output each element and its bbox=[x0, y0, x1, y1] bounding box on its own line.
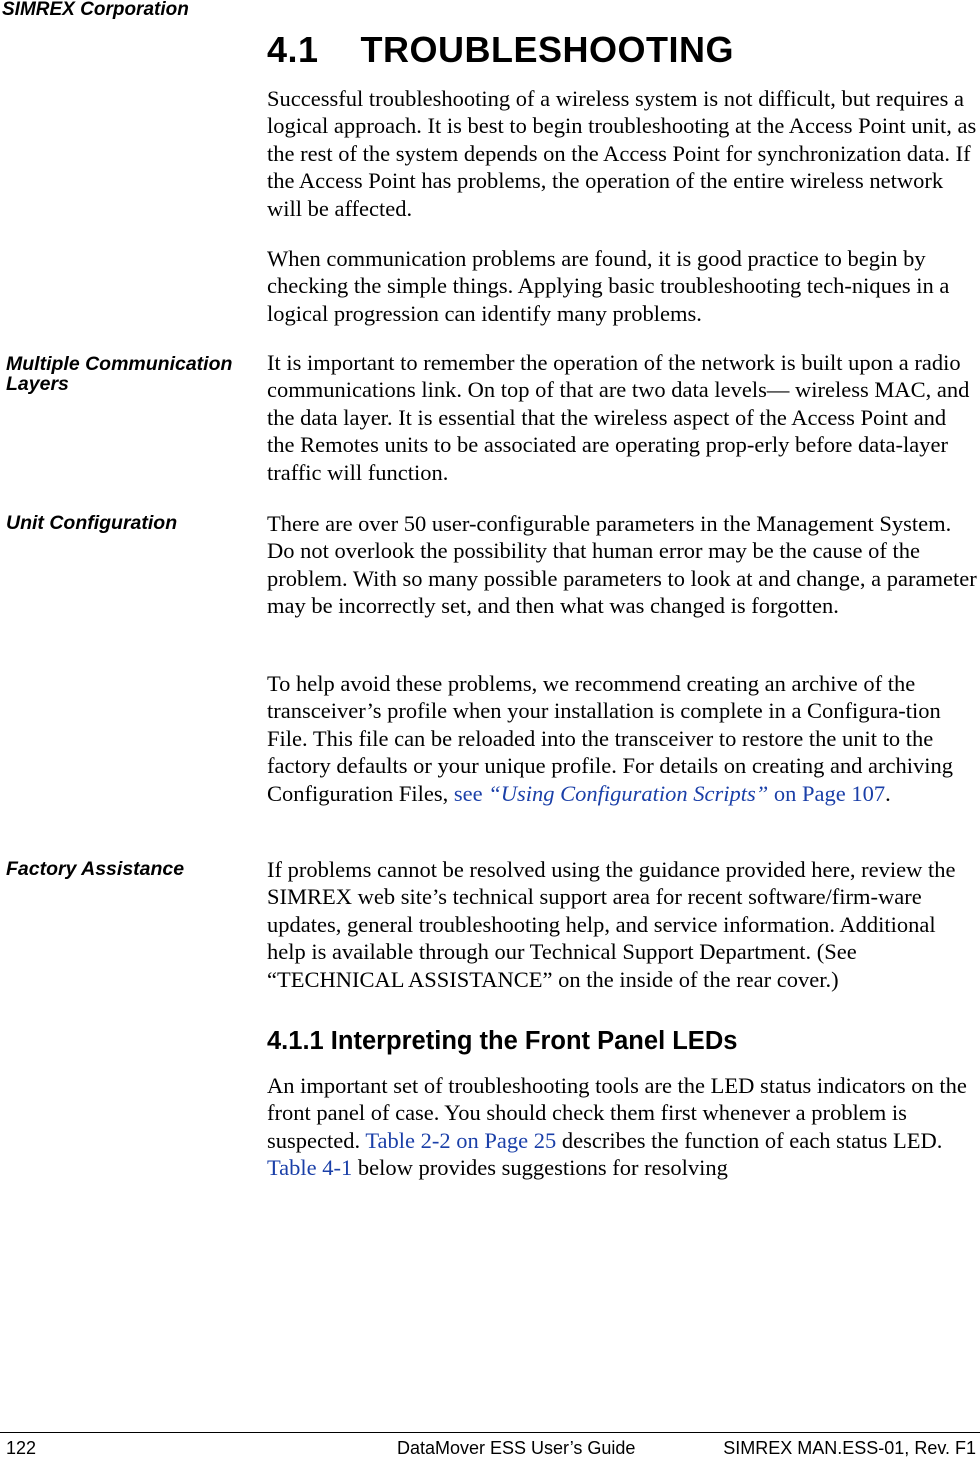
link-title: “Using Configuration Scripts” bbox=[488, 780, 769, 806]
unit-config-text-1: There are over 50 user-configurable parameters in the Management System. Do not overlook the possibility that human error may be the cause of the problem. With so many possible parameters to look at and change, a parameter may be incorrectly set, and then what was changed is forgotten. bbox=[267, 511, 977, 619]
multiple-layers-text: It is important to remember the operation of the network is built upon a radio communications link. On top of that are two data levels— wireless MAC, and the data layer. It is essential that the wireless aspect of the Access Point and the Remotes units to be associated are operating prop-erly before data-layer traffic will function. bbox=[267, 350, 970, 485]
footer-page-number: 122 bbox=[6, 1438, 37, 1458]
footer-doc-id: SIMREX MAN.ESS-01, Rev. F1 bbox=[723, 1438, 976, 1458]
led-text bbox=[267, 1072, 977, 1182]
table-4-1-link[interactable]: Table 4-1 bbox=[267, 1155, 353, 1181]
factory-text: If problems cannot be resolved using the guidance provided here, review the SIMREX web site’s technical support area for recent software/firm-ware updates, general troubleshooting help, and service information. Additional help is available through our Technical Support Department. (See “TECHNICAL ASSISTANCE” on the inside of the rear cover.) bbox=[267, 857, 956, 992]
configuration-scripts-link[interactable] bbox=[454, 781, 885, 806]
footer-divider bbox=[0, 1432, 980, 1433]
subsection-title: 4.1.1 Interpreting the Front Panel LEDs bbox=[267, 1027, 738, 1055]
unit-config-text-2 bbox=[267, 670, 977, 807]
section-title: 4.1 TROUBLESHOOTING bbox=[267, 29, 735, 70]
link-page: on Page 107 bbox=[768, 780, 886, 806]
link-see: see bbox=[453, 780, 489, 806]
led-text-mid: describes the function of each status LED. bbox=[556, 1127, 943, 1153]
led-paragraph bbox=[267, 1072, 977, 1182]
unit-config-text-2-pre: To help avoid these problems, we recommend creating an archive of the transceiver’s profile when your installation is complete in a Configura-tion File. This file can be reloaded into the transceiver to restore the unit to the factory defaults or your unique profile. For details on creating and archiving Configuration Files, bbox=[267, 671, 954, 806]
side-heading-multiple-layers: Multiple Communication Layers bbox=[6, 353, 233, 395]
led-text-pre: An important set of troubleshooting tools are the LED status indicators on the front panel of case. You should check them first whenever a problem is suspected. bbox=[267, 1073, 967, 1153]
table-2-2-link[interactable]: Table 2-2 on Page 25 bbox=[365, 1127, 557, 1153]
multiple-layers-paragraph bbox=[267, 349, 977, 486]
unit-config-text-2-post: . bbox=[885, 780, 891, 806]
running-header: SIMREX Corporation bbox=[2, 0, 189, 20]
intro-text-1: Successful troubleshooting of a wireless system is not difficult, but requires a logical approach. It is best to begin troubleshooting at the Access Point unit, as the rest of the system depends on the Access Point for synchronization data. If the Access Point has problems, the operation of the entire wireless network will be affected. bbox=[267, 86, 977, 221]
unit-config-paragraph-1 bbox=[267, 510, 977, 620]
side-heading-unit-configuration: Unit Configuration bbox=[6, 512, 178, 534]
factory-paragraph bbox=[267, 856, 977, 993]
footer-guide-title: DataMover ESS User’s Guide bbox=[397, 1438, 636, 1458]
unit-config-paragraph-2 bbox=[267, 670, 977, 807]
intro-paragraph-1 bbox=[267, 85, 977, 222]
side-heading-factory-assistance: Factory Assistance bbox=[6, 858, 185, 880]
intro-text-2: When communication problems are found, it is good practice to begin by checking the simple things. Applying basic troubleshooting tech-niques in a logical progression can identify many problems. bbox=[267, 246, 950, 326]
intro-paragraph-2 bbox=[267, 245, 977, 327]
led-text-post: below provides suggestions for resolving bbox=[352, 1155, 728, 1181]
